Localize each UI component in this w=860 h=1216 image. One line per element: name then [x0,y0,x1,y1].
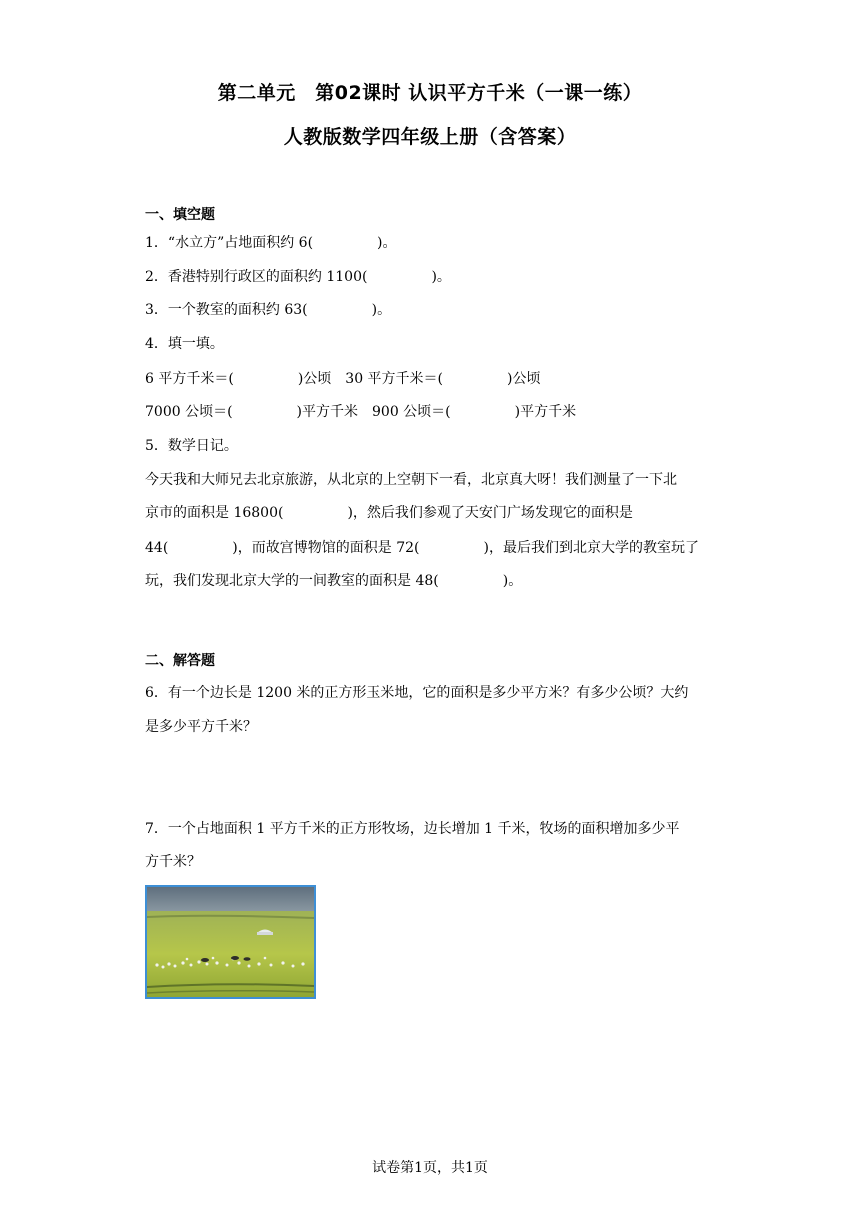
question-7-line-2: 方千米？ [145,854,201,870]
diary-line-4 [145,570,522,590]
question-2-text: 2．香港特别行政区的面积约 1100( [145,269,368,285]
question-3-close: )。 [371,302,392,318]
diary-line-3 [145,537,699,557]
question-1-close: )。 [377,235,397,251]
diary-l3-a: 44( [145,540,169,556]
question-1 [145,232,397,252]
question-1-text: 1．“水立方”占地面积约 6( [145,235,314,251]
diary-l4-b: )。 [502,573,523,589]
question-2 [145,266,451,286]
question-5-intro: 5．数学日记。 [145,438,238,454]
diary-l4-a: 玩，我们发现北京大学的一间教室的面积是 48( [145,573,439,589]
question-3 [145,299,391,319]
question-4-row-1 [145,368,541,388]
q4-row1-c: )公顷 [507,371,541,387]
question-6-line-1: 6．有一个边长是 1200 米的正方形玉米地，它的面积是多少平方米？有多少公顷？大约 [145,685,689,701]
diary-l2-a: 京市的面积是 16800( [145,505,284,521]
title-line-1: 第二单元 第02课时 认识平方千米（一课一练） [217,82,643,104]
diary-l3-b: )，而故宫博物馆的面积是 72( [232,540,420,556]
diary-line-2 [145,502,633,522]
question-3-text: 3．一个教室的面积约 63( [145,302,308,318]
q4-row2-c: )平方千米 [514,404,577,420]
question-6-line-2: 是多少平方千米？ [145,719,257,735]
page-footer: 试卷第1页，共1页 [372,1160,488,1176]
title-line-2: 人教版数学四年级上册（含答案） [283,126,577,148]
q4-row2-b: )平方千米 900 公顷＝( [296,404,451,420]
grassland-pasture-image [145,885,316,999]
question-7-line-1: 7．一个占地面积 1 平方千米的正方形牧场，边长增加 1 千米，牧场的面积增加多少平 [145,821,680,837]
q4-row1-a: 6 平方千米＝( [145,371,234,387]
question-4-row-2 [145,401,576,421]
q4-row2-a: 7000 公顷＝( [145,404,233,420]
diary-line-1: 今天我和大师兄去北京旅游，从北京的上空朝下一看，北京真大呀！我们测量了一下北 [145,472,677,488]
diary-l2-b: )，然后我们参观了天安门广场发现它的面积是 [347,505,633,521]
question-4-intro: 4．填一填。 [145,336,224,352]
section-heading-solve: 二、解答题 [145,653,215,669]
section-heading-fill-blank: 一、填空题 [145,207,215,223]
diary-l3-c: )，最后我们到北京大学的教室玩了 [483,540,699,556]
q4-row1-b: )公顷 30 平方千米＝( [297,371,444,387]
question-2-close: )。 [431,269,451,285]
